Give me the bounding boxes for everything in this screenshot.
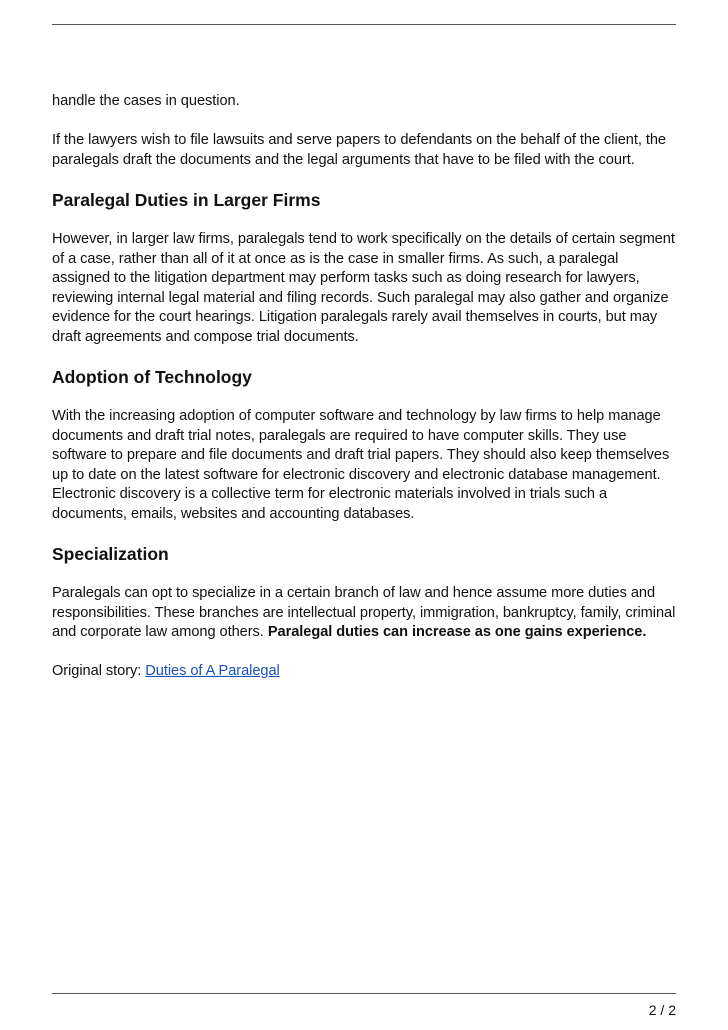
heading-larger-firms: Paralegal Duties in Larger Firms (52, 190, 321, 210)
heading-specialization: Specialization (52, 544, 169, 564)
document-body (52, 92, 680, 682)
source-link[interactable]: Duties of A Paralegal (145, 663, 280, 679)
heading-technology: Adoption of Technology (52, 367, 252, 387)
paragraph-specialization (52, 584, 680, 643)
paragraph-lawsuits: If the lawyers wish to file lawsuits and serve papers to defendants on the behalf of the client, the paralegals draft the documents and the legal arguments that have to be filed with the court. (52, 132, 666, 168)
paragraph-continuation: handle the cases in question. (52, 93, 240, 109)
source-label: Original story: (52, 663, 146, 679)
header-rule (52, 24, 676, 25)
specialization-bold-text: Paralegal duties can increase as one gains experience. (267, 624, 647, 640)
page-number: 2 / 2 (648, 1002, 676, 1018)
source-line (52, 662, 680, 682)
footer-rule (52, 993, 676, 994)
paragraph-technology: With the increasing adoption of computer software and technology by law firms to help manage documents and draft trial notes, paralegals are required to have computer skills. They use software to prepare and file documents and draft trial papers. They should also keep themselves up to date on the latest software for electronic discovery and electronic database management. Electronic discovery is a collective term for electronic materials involved in trials such a documents, emails, websites and accounting databases. (52, 408, 670, 522)
paragraph-larger-firms: However, in larger law firms, paralegals tend to work specifically on the details of certain segment of a case, rather than all of it at once as is the case in smaller firms. As such, a paralegal assigned to the litigation department may perform tasks such as doing research for lawyers, reviewing internal legal material and filing records. Such paralegal may also gather and organize evidence for the court hearings. Litigation paralegals rarely avail themselves in courts, but may draft agreements and compose trial documents. (52, 231, 675, 345)
specialization-text: Paralegals can opt to specialize in a certain branch of law and hence assume more duties and responsibilities. These branches are intellectual property, immigration, bankruptcy, family, criminal and corporate law among others. (52, 585, 676, 640)
